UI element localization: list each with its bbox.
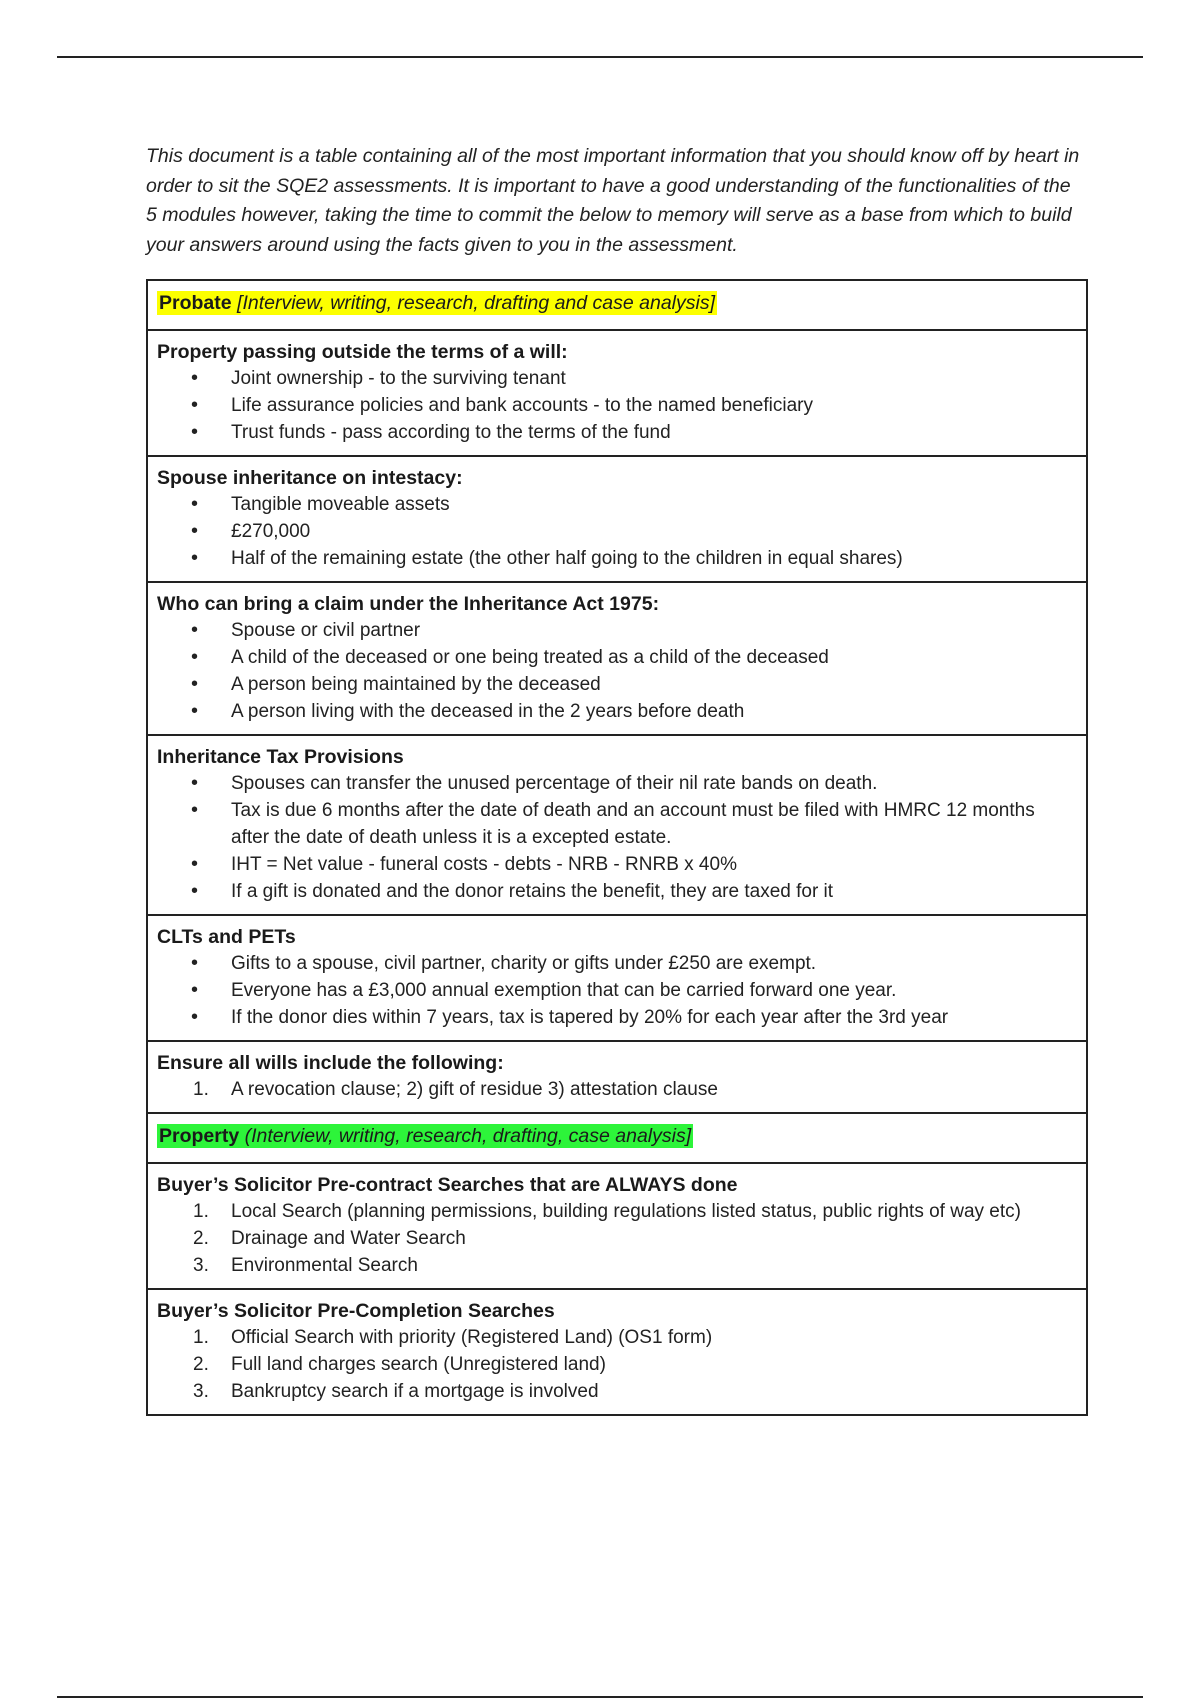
bullet-list: [157, 491, 1077, 572]
list-item: • If the donor dies within 7 years, tax is tapered by 20% for each year after the 3rd year: [157, 1004, 1077, 1031]
list-item-text: Drainage and Water Search: [231, 1228, 466, 1249]
list-item: [157, 1324, 1077, 1351]
list-item: [157, 1351, 1077, 1378]
list-item: • IHT = Net value - funeral costs - debts - NRB - RNRB x 40%: [157, 851, 1077, 878]
bullet-list: [157, 365, 1077, 446]
section-inheritance-tax: [148, 736, 1086, 916]
list-item: • If a gift is donated and the donor retains the benefit, they are taxed for it: [157, 878, 1077, 905]
property-subtitle: (Interview, writing, research, drafting, case analysis]: [244, 1125, 692, 1147]
list-item: [157, 1198, 1077, 1225]
list-item: • Joint ownership - to the surviving tenant: [157, 365, 1077, 392]
list-item-text: Bankruptcy search if a mortgage is involved: [231, 1381, 599, 1402]
section-title: Ensure all wills include the following:: [157, 1052, 504, 1074]
list-item: [157, 1252, 1077, 1279]
section-spouse-intestacy: [148, 457, 1086, 583]
bullet-list: [157, 770, 1077, 905]
section-title: Buyer’s Solicitor Pre-Completion Searches: [157, 1300, 555, 1322]
list-item: • Life assurance policies and bank accounts - to the named beneficiary: [157, 392, 1077, 419]
list-item: • £270,000: [157, 518, 1077, 545]
list-item: [157, 1378, 1077, 1405]
section-property-outside-will: [148, 331, 1086, 457]
bottom-rule: [57, 1696, 1143, 1698]
list-item-text: A revocation clause; 2) gift of residue 3) attestation clause: [231, 1079, 718, 1100]
property-title: Property: [159, 1125, 240, 1147]
probate-title: Probate: [159, 292, 232, 314]
probate-subtitle: [Interview, writing, research, drafting and case analysis]: [237, 292, 716, 314]
list-item: • A person living with the deceased in the 2 years before death: [157, 698, 1077, 725]
info-table: [146, 279, 1088, 1416]
list-item: • Half of the remaining estate (the other half going to the children in equal shares): [157, 545, 1077, 572]
list-item: • Spouse or civil partner: [157, 617, 1077, 644]
section-title: Property passing outside the terms of a will:: [157, 341, 568, 363]
list-item: • Gifts to a spouse, civil partner, charity or gifts under £250 are exempt.: [157, 950, 1077, 977]
numbered-list: [157, 1324, 1077, 1405]
list-item: • Trust funds - pass according to the terms of the fund: [157, 419, 1077, 446]
section-clts-pets: [148, 916, 1086, 1042]
section-pre-completion-searches: [148, 1290, 1086, 1414]
list-number: 2.: [193, 1228, 209, 1249]
list-item-text: Official Search with priority (Registered Land) (OS1 form): [231, 1327, 713, 1348]
list-number: 3.: [193, 1255, 209, 1276]
section-title: CLTs and PETs: [157, 926, 296, 948]
bullet-list: [157, 950, 1077, 1031]
list-item-text: Environmental Search: [231, 1255, 418, 1276]
list-number: 1.: [193, 1201, 209, 1222]
intro-paragraph: This document is a table containing all of the most important information that you should know off by heart in order to sit the SQE2 assessments. It is important to have a good understanding of the functionalities of the 5 modules however, taking the time to commit the below to memory will serve as a base from which to build your answers around using the facts given to you in the assessment.: [146, 145, 1080, 256]
list-number: 3.: [193, 1381, 209, 1402]
top-rule: [57, 56, 1143, 58]
list-item: • Everyone has a £3,000 annual exemption that can be carried forward one year.: [157, 977, 1077, 1004]
list-item: [157, 1076, 1077, 1103]
list-number: 2.: [193, 1354, 209, 1375]
list-item: • Spouses can transfer the unused percentage of their nil rate bands on death.: [157, 770, 1077, 797]
section-title: Who can bring a claim under the Inheritance Act 1975:: [157, 593, 660, 615]
numbered-list: [157, 1076, 1077, 1103]
probate-highlight: [157, 291, 717, 315]
list-item-text: Local Search (planning permissions, building regulations listed status, public rights of way etc): [231, 1201, 1021, 1222]
numbered-list: [157, 1198, 1077, 1279]
list-item: • Tangible moveable assets: [157, 491, 1077, 518]
list-item-text: Full land charges search (Unregistered land): [231, 1354, 606, 1375]
list-number: 1.: [193, 1079, 209, 1100]
section-inheritance-act-claims: [148, 583, 1086, 736]
section-title: Buyer’s Solicitor Pre-contract Searches that are ALWAYS done: [157, 1174, 738, 1196]
section-pre-contract-searches: [148, 1164, 1086, 1290]
probate-header-row: [148, 281, 1086, 331]
section-title: Spouse inheritance on intestacy:: [157, 467, 463, 489]
list-item: • Tax is due 6 months after the date of death and an account must be filed with HMRC 12 months after the date of death unless it is a excepted estate.: [157, 797, 1077, 851]
list-item: • A person being maintained by the deceased: [157, 671, 1077, 698]
property-header-row: [148, 1114, 1086, 1164]
bullet-list: [157, 617, 1077, 725]
property-highlight: [157, 1124, 693, 1148]
section-wills-clauses: [148, 1042, 1086, 1114]
list-item: [157, 1225, 1077, 1252]
list-item: • A child of the deceased or one being treated as a child of the deceased: [157, 644, 1077, 671]
list-number: 1.: [193, 1327, 209, 1348]
section-title: Inheritance Tax Provisions: [157, 746, 404, 768]
